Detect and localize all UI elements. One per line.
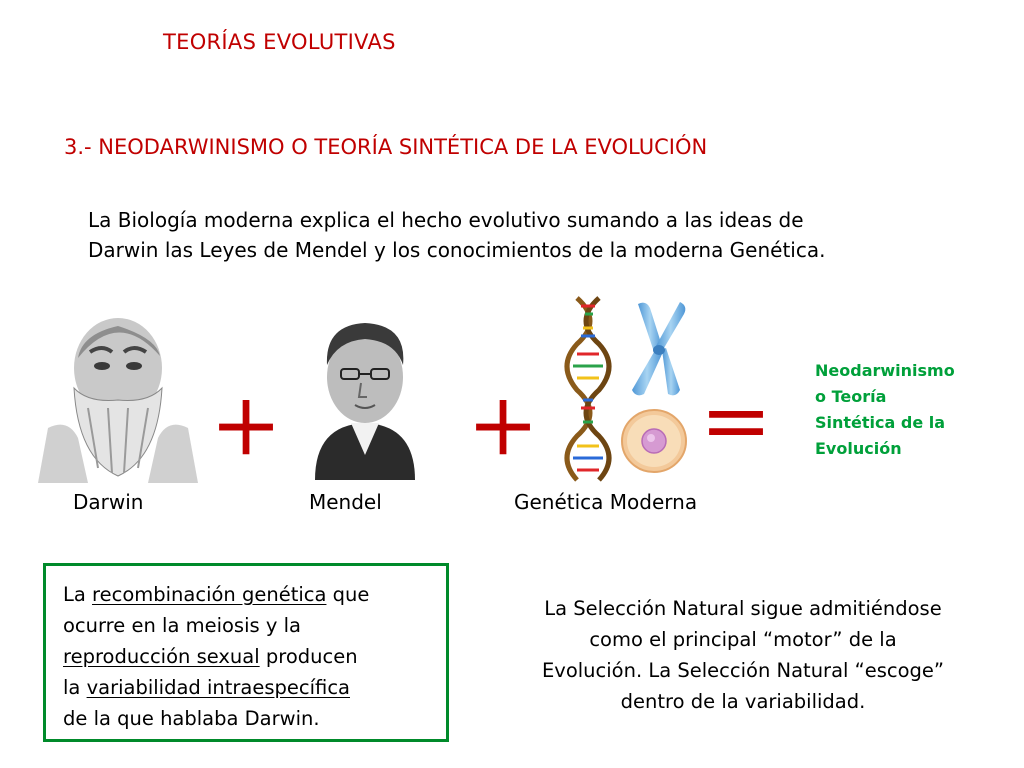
mendel-portrait bbox=[285, 305, 445, 480]
natural-selection-text bbox=[478, 593, 1008, 717]
result-line-1: Neodarwinismo bbox=[815, 361, 955, 380]
equals-sign: = bbox=[700, 371, 773, 471]
box-line-3: reproducción sexual producen bbox=[63, 645, 358, 668]
term-sexual-reproduction: reproducción sexual bbox=[63, 645, 260, 668]
selection-line-1: La Selección Natural sigue admitiéndose bbox=[544, 597, 942, 620]
term-recombination: recombinación genética bbox=[92, 583, 327, 606]
box-line-4: la variabilidad intraespecífica bbox=[63, 676, 350, 699]
result-line-2: o Teoría bbox=[815, 387, 887, 406]
caption-mendel: Mendel bbox=[309, 490, 382, 514]
result-line-3: Sintética de la bbox=[815, 413, 946, 432]
chromosome-icon bbox=[628, 300, 690, 400]
cell-icon bbox=[620, 408, 688, 474]
selection-line-3: Evolución. La Selección Natural “escoge” bbox=[541, 659, 945, 682]
recombination-box bbox=[43, 563, 449, 742]
term-variability: variabilidad intraespecífica bbox=[86, 676, 350, 699]
result-label bbox=[815, 358, 985, 462]
box-line-2: ocurre en la meiosis y la bbox=[63, 614, 301, 637]
section-heading: 3.- NEODARWINISMO O TEORÍA SINTÉTICA DE LA EVOLUCIÓN bbox=[64, 135, 708, 159]
caption-genetics: Genética Moderna bbox=[514, 490, 698, 514]
intro-line-1: La Biología moderna explica el hecho evolutivo sumando a las ideas de bbox=[88, 208, 804, 232]
intro-paragraph bbox=[88, 205, 988, 265]
result-line-4: Evolución bbox=[815, 439, 902, 458]
selection-line-2: como el principal “motor” de la bbox=[589, 628, 897, 651]
caption-darwin: Darwin bbox=[73, 490, 144, 514]
darwin-portrait bbox=[38, 308, 198, 483]
selection-line-4: dentro de la variabilidad. bbox=[620, 690, 866, 713]
dna-double-helix-icon bbox=[563, 296, 613, 482]
slide-title: TEORÍAS EVOLUTIVAS bbox=[163, 30, 396, 54]
box-line-1: La recombinación genética que bbox=[63, 583, 370, 606]
plus-sign-2: + bbox=[467, 375, 540, 475]
box-line-5: de la que hablaba Darwin. bbox=[63, 707, 320, 730]
intro-line-2: Darwin las Leyes de Mendel y los conocimientos de la moderna Genética. bbox=[88, 238, 826, 262]
plus-sign-1: + bbox=[210, 375, 283, 475]
